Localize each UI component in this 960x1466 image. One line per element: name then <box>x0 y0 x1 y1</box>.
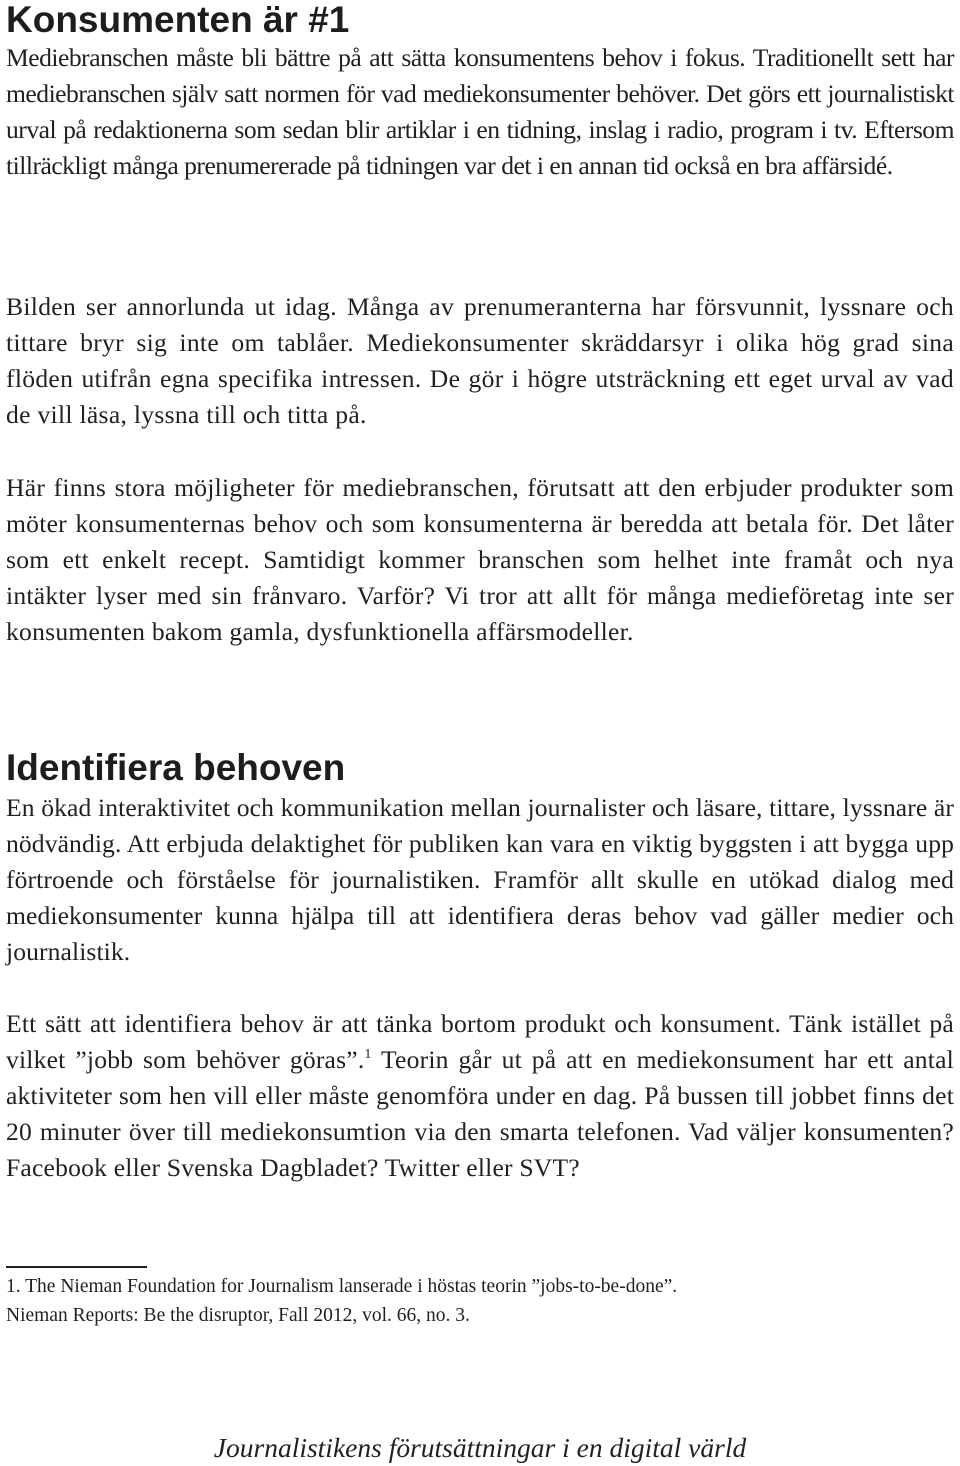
footnote-1-citation: Nieman Reports: Be the disruptor, Fall 2012, vol. 66, no. 3. <box>6 1305 470 1326</box>
paragraph-konsumenten-2: Bilden ser annorlunda ut idag. Många av prenumeranterna har försvunnit, lyssnare och tittare bryr sig inte om tablåer. Mediekonsumenter skräddarsyr i olika hög grad sina flöden utifrån egna specifika intressen. De gör i högre utsträckning ett eget urval av vad de vill läsa, lyssna till och titta på. <box>6 292 954 429</box>
running-footer-title: Journalistikens förutsättningar i en digital värld <box>213 1432 747 1463</box>
paragraph-identifiera-2 <box>6 1006 954 1186</box>
section-heading-identifiera: Identifiera behoven <box>6 747 346 788</box>
paragraph-identifiera-2-part1: Ett sätt att identifiera behov är att tänka bortom produkt och konsument. Tänk istället på vilket ”jobb som behöver göras”. <box>6 1009 954 1074</box>
paragraph-konsumenten-1: Mediebranschen måste bli bättre på att sätta konsumentens behov i fokus. Traditionellt sett har mediebranschen själv satt normen för vad mediekonsumenter behöver. Det görs ett journalistiskt urval på redaktionerna som sedan blir artiklar i en tidning, inslag i radio, program i tv. Eftersom tillräckligt många prenumererade på tidningen var det i en annan tid också en bra affärsidé. <box>6 43 954 180</box>
paragraph-identifiera-1: En ökad interaktivitet och kommunikation mellan journalister och läsare, tittare, lyssnare är nödvändig. Att erbjuda delaktighet för publiken kan vara en viktig byggsten i att bygga upp förtroende och förståelse för journalistiken. Framför allt skulle en utökad dialog med mediekonsumenter kunna hjälpa till att identifiera deras behov vad gäller medier och journalistik. <box>6 793 954 966</box>
footnote-divider <box>6 1266 147 1268</box>
footnote-1: 1. The Nieman Foundation for Journalism lanserade i höstas teorin ”jobs-to-be-done”. <box>6 1276 678 1297</box>
section-heading-konsumenten: Konsumenten är #1 <box>6 0 350 40</box>
footnote-reference: 1 <box>364 1047 372 1062</box>
paragraph-identifiera-2-part2: Teorin går ut på att en mediekonsument har ett antal aktiviteter som hen vill eller måste genomföra under en dag. På bussen till jobbet finns det 20 minuter över till mediekonsumtion via den smarta telefonen. Vad väljer konsumenten? Facebook eller Svenska Dagbladet? Twitter eller SVT? <box>6 1045 954 1182</box>
paragraph-konsumenten-3: Här finns stora möjligheter för mediebranschen, förutsatt att den erbjuder produkter som möter konsumenternas behov och som konsumenterna är beredda att betala för. Det låter som ett enkelt recept. Samtidigt kommer branschen som helhet inte framåt och nya intäkter lyser med sin frånvaro. Varför? Vi tror att allt för många medieföretag inte ser konsumenten bakom gamla, dysfunktionella affärsmodeller. <box>6 473 954 646</box>
footnotes <box>6 1272 954 1330</box>
